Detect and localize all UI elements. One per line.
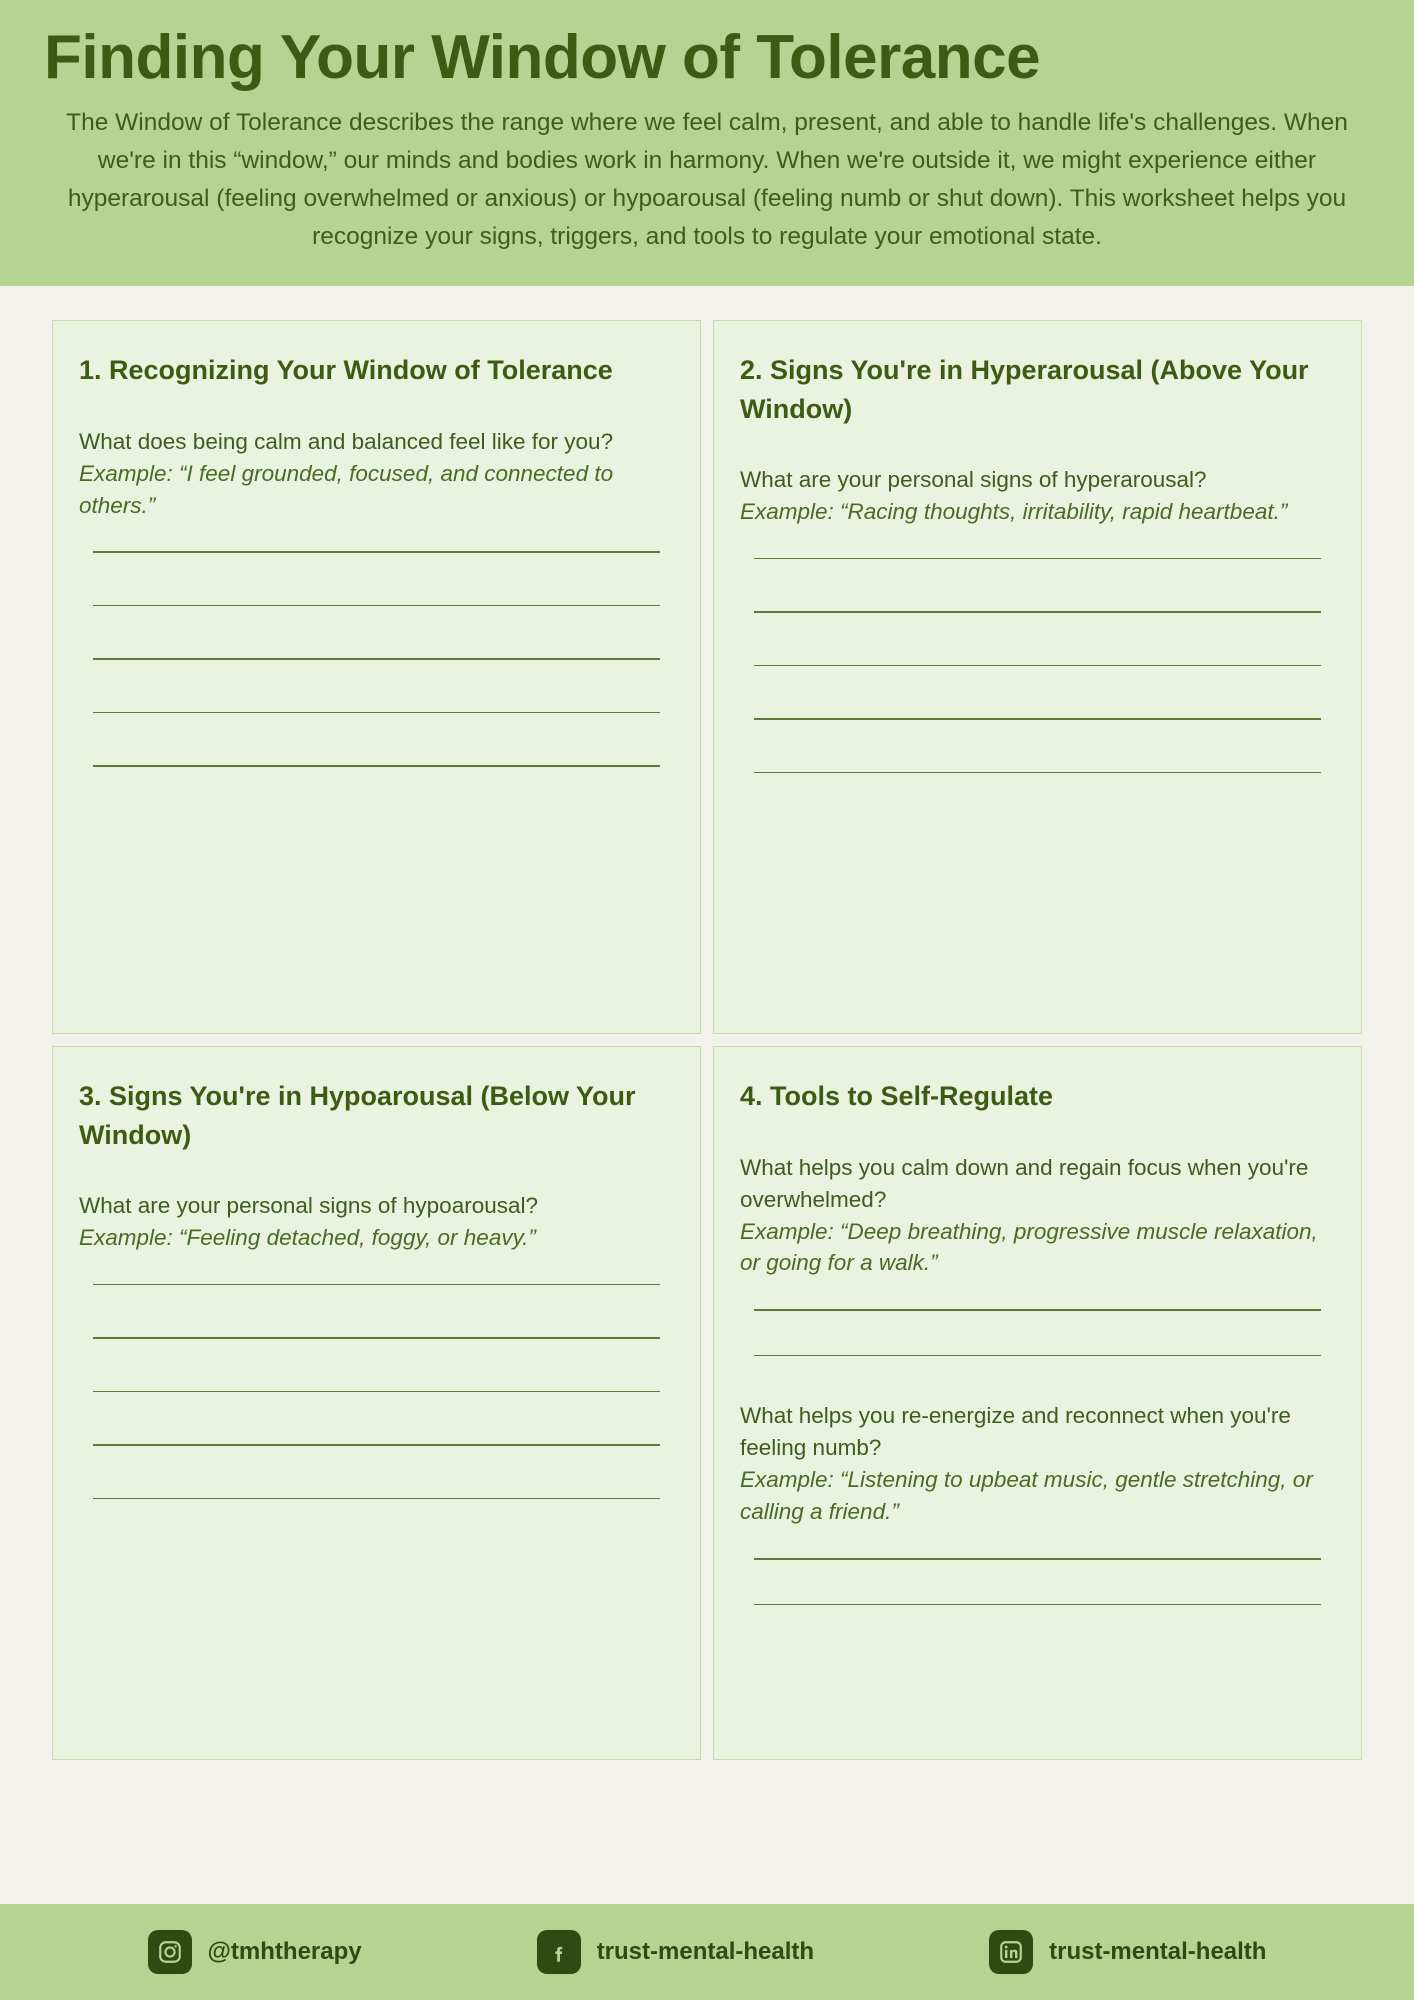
card-question: What are your personal signs of hyperarousal? [740,467,1207,492]
card-hyperarousal-signs [713,320,1362,1034]
answer-lines[interactable] [79,551,674,767]
answer-lines[interactable] [79,1284,674,1500]
card-question-secondary: What helps you re-energize and reconnect when you're feeling numb? [740,1403,1291,1461]
answer-lines[interactable] [740,558,1335,774]
answer-line[interactable] [93,1444,660,1446]
answer-line[interactable] [754,1604,1321,1606]
facebook-icon [537,1930,581,1974]
social-handle: trust-mental-health [596,1938,815,1965]
answer-line[interactable] [754,611,1321,613]
answer-line[interactable] [754,665,1321,667]
social-handle: trust-mental-health [1049,1938,1267,1965]
answer-line[interactable] [754,718,1321,720]
answer-line[interactable] [93,1391,660,1393]
answer-line[interactable] [93,658,660,660]
card-question: What helps you calm down and regain focus when you're overwhelmed? [740,1154,1309,1212]
social-linkedin[interactable] [989,1930,1266,1974]
social-instagram[interactable] [148,1930,362,1974]
card-heading: 1. Recognizing Your Window of Tolerance [79,355,613,386]
answer-lines-secondary[interactable] [740,1558,1335,1605]
card-heading: 2. Signs You're in Hyperarousal (Above Your Window) [740,355,1309,424]
answer-line[interactable] [93,551,660,553]
social-handle: @tmhtherapy [207,1938,362,1965]
answer-line[interactable] [93,1284,660,1286]
answer-line[interactable] [754,558,1321,560]
page-title: Finding Your Window of Tolerance [44,23,1041,92]
card-tools-to-self-regulate [713,1046,1362,1760]
linkedin-icon [989,1930,1033,1974]
social-facebook[interactable] [537,1930,814,1974]
answer-line[interactable] [93,1498,660,1500]
intro-paragraph: The Window of Tolerance describes the range where we feel calm, present, and able to handle life's challenges. When we're in this “window,” our minds and bodies work in harmony. When we're outside it, we might experience either hyperarousal (feeling overwhelmed or anxious) or hypoarousal (feeling numb or shut down). This worksheet helps you recognize your signs, triggers, and tools to regulate your emotional state. [66,109,1348,251]
footer-social-bar [0,1904,1414,2000]
answer-line[interactable] [754,772,1321,774]
card-recognizing-window [52,320,701,1034]
card-example-secondary: Example: “Listening to upbeat music, gentle stretching, or calling a friend.” [740,1467,1313,1525]
card-example: Example: “Deep breathing, progressive muscle relaxation, or going for a walk.” [740,1218,1318,1276]
card-subsection-re-energize [740,1400,1335,1605]
worksheet-grid [0,286,1414,1760]
card-hypoarousal-signs [52,1046,701,1760]
card-example: Example: “I feel grounded, focused, and connected to others.” [79,460,614,518]
answer-line[interactable] [754,1558,1321,1560]
worksheet-header [0,0,1414,286]
answer-line[interactable] [754,1309,1321,1311]
card-question: What are your personal signs of hypoarousal? [79,1193,539,1218]
answer-line[interactable] [93,605,660,607]
card-example: Example: “Feeling detached, foggy, or heavy.” [79,1224,536,1250]
instagram-icon [148,1930,192,1974]
answer-line[interactable] [93,712,660,714]
answer-line[interactable] [93,1337,660,1339]
answer-line[interactable] [93,765,660,767]
card-subsection-calm-down [740,1152,1335,1357]
card-heading: 4. Tools to Self-Regulate [740,1081,1054,1112]
card-heading: 3. Signs You're in Hypoarousal (Below Your Window) [79,1081,636,1150]
card-example: Example: “Racing thoughts, irritability, rapid heartbeat.” [740,498,1288,524]
card-question: What does being calm and balanced feel like for you? [79,428,614,454]
answer-line[interactable] [754,1355,1321,1357]
answer-lines[interactable] [740,1309,1335,1356]
